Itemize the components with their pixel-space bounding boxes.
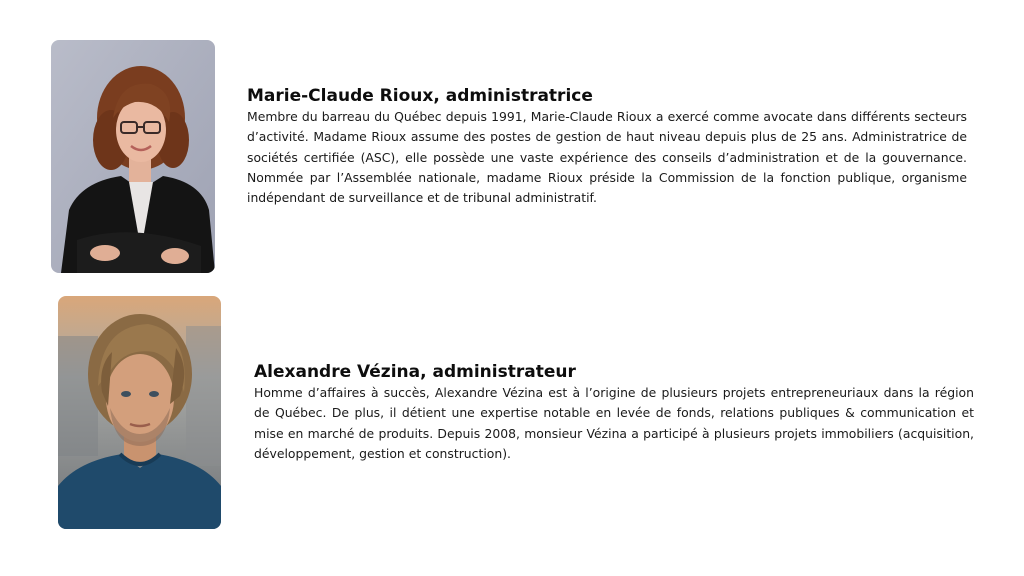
- bio-block-alexandre-vezina: [254, 362, 974, 464]
- person-bio-text: Membre du barreau du Québec depuis 1991, Marie-Claude Rioux a exercé comme avocate dans différents secteurs d’activité. Madame Rioux assume des postes de gestion de haut niveau depuis plus de 25 ans. Administratrice de sociétés certifiée (ASC), elle possède une vaste expérience des conseils d’administration et de la gouvernance. Nommée par l’Assemblée nationale, madame Rioux préside la Commission de la fonction publique, organisme indépendant de surveillance et de tribunal administratif.: [247, 109, 967, 206]
- bio-block-marie-claude-rioux: [247, 86, 967, 208]
- person-name-title: Marie-Claude Rioux, administratrice: [247, 86, 593, 106]
- person-name-title: Alexandre Vézina, administrateur: [254, 362, 576, 382]
- portrait-photo-alexandre-vezina: [58, 296, 221, 529]
- portrait-photo-marie-claude-rioux: [51, 40, 215, 273]
- person-bio-text: Homme d’affaires à succès, Alexandre Vézina est à l’origine de plusieurs projets entrepreneuriaux dans la région de Québec. De plus, il détient une expertise notable en levée de fonds, relations publiques & communication et mise en marché de produits. Depuis 2008, monsieur Vézina a participé à plusieurs projets immobiliers (acquisition, développement, gestion et construction).: [254, 385, 974, 461]
